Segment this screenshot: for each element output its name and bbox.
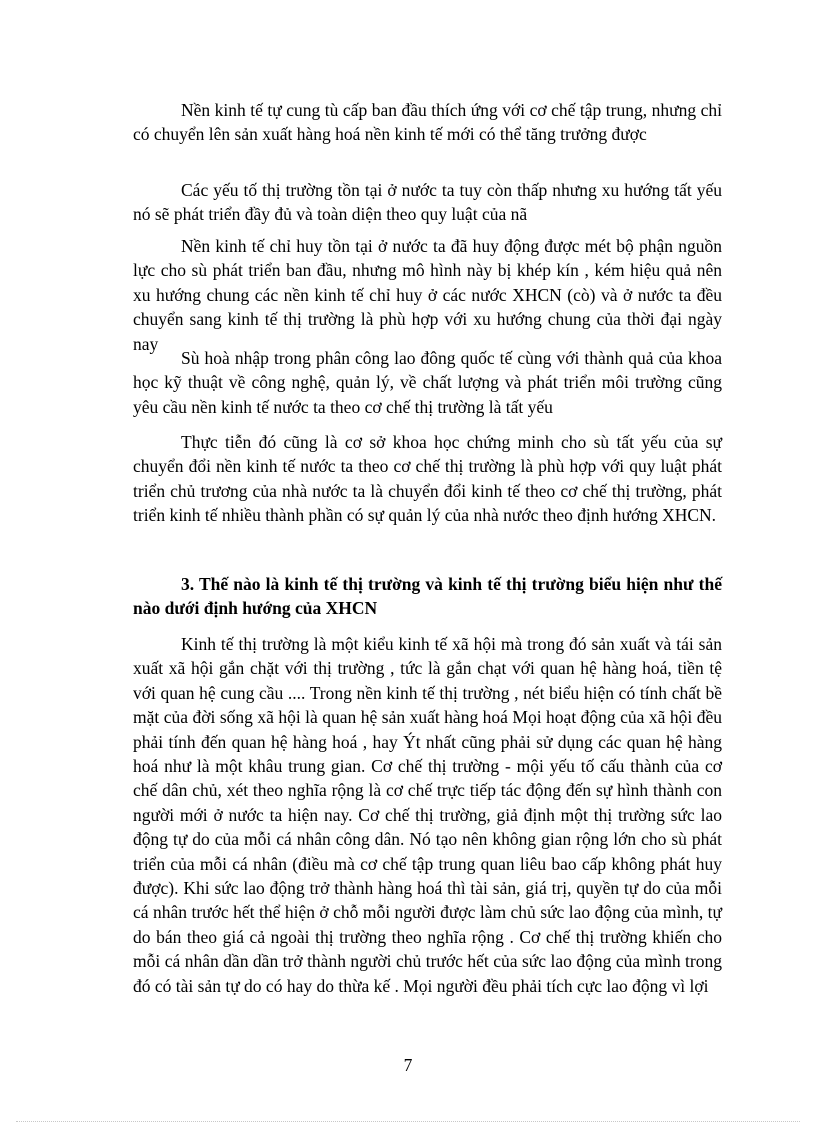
body-paragraph: Kinh tế thị trường là một kiểu kinh tế xã hội mà trong đó sản xuất và tái sản xuất xã hội gắn chặt với thị trường , tức là gắn chạt với quan hệ hàng hoá, tiền tệ với quan hệ cung cầu .... Trong nền kinh tế thị trường , nét biểu hiện có tính chất bề mặt của đời sống xã hội là quan hệ sản xuất hàng hoá Mọi hoạt động của xã hội đều phải tính đến quan hệ hàng hoá , hay Ýt nhất cũng phải sử dụng các quan hệ hàng hoá như là một khâu trung gian. Cơ chế thị trường - mội yếu tố cấu thành của cơ chế dân chủ, xét theo nghĩa rộng là cơ chế trực tiếp tác động đến sự hình thành con người mới ở nước ta hiện nay. Cơ chế thị trường, giả định một thị trường sức lao động tự do của mỗi cá nhân công dân. Nó tạo nên không gian rộng lớn cho sù phát triển của mỗi cá nhân (điều mà cơ chế tập trung quan liêu bao cấp không phát huy được). Khi sức lao động trở thành hàng hoá thì tài sản, giá trị, quyền tự do của mỗi cá nhân trước hết thể hiện ở chỗ mỗi người được làm chủ sức lao động của mình, tự do bán theo giá cả ngoài thị trường theo nghĩa rộng . Cơ chế thị trường khiến cho mỗi cá nhân dần dần trở thành người chủ trước hết của sức lao động của mình trong đó có tài sản tự do có hay do thừa kế . Mọi người đều phải tích cực lao động vì lợi [133, 634, 722, 996]
section-heading: 3. Thế nào là kinh tế thị trường và kinh tế thị trường biểu hiện như thế nào dưới định hướng của XHCN [133, 574, 722, 619]
paragraph-5: Thực tiễn đó cũng là cơ sở khoa học chứng minh cho sù tất yếu của sự chuyển đổi nền kinh tế nước ta theo cơ chế thị trường là phù hợp với quy luật phát triển chủ trương của nhà nước ta là chuyển đổi kinh tế theo cơ chế thị trường, phát triển kinh tế nhiều thành phần có sự quản lý của nhà nước theo định hướng XHCN. [133, 432, 722, 526]
paragraph-1: Nền kinh tế tự cung tù cấp ban đầu thích ứng với cơ chế tập trung, nhưng chỉ có chuyển lên sản xuất hàng hoá nền kinh tế mới có thể tăng trưởng được [133, 100, 722, 145]
paragraph-3: Nền kinh tế chỉ huy tồn tại ở nước ta đã huy động được mét bộ phận nguồn lực cho sù phát triển ban đầu, nhưng mô hình này bị khép kín , kém hiệu quả nên xu hướng chung các nền kinh tế chỉ huy ở các nước XHCN (cò) và ở nước ta đều chuyển sang kinh tế thị trường là phù hợp với xu hướng chung của thời đại ngày nay [133, 236, 722, 354]
paragraph-4: Sù hoà nhập trong phân công lao đông quốc tế cùng với thành quả của khoa học kỹ thuật về công nghệ, quản lý, về chất lượng và phát triển môi trường cũng yêu cầu nền kinh tế nước ta theo cơ chế thị trường là tất yếu [133, 348, 722, 417]
paragraph-2: Các yếu tố thị trường tồn tại ở nước ta tuy còn thấp nhưng xu hướng tất yếu nó sẽ phát triển đầy đủ và toàn diện theo quy luật của nã [133, 180, 722, 225]
page-bottom-divider [16, 1121, 800, 1122]
page-number: 7 [403, 1055, 413, 1075]
